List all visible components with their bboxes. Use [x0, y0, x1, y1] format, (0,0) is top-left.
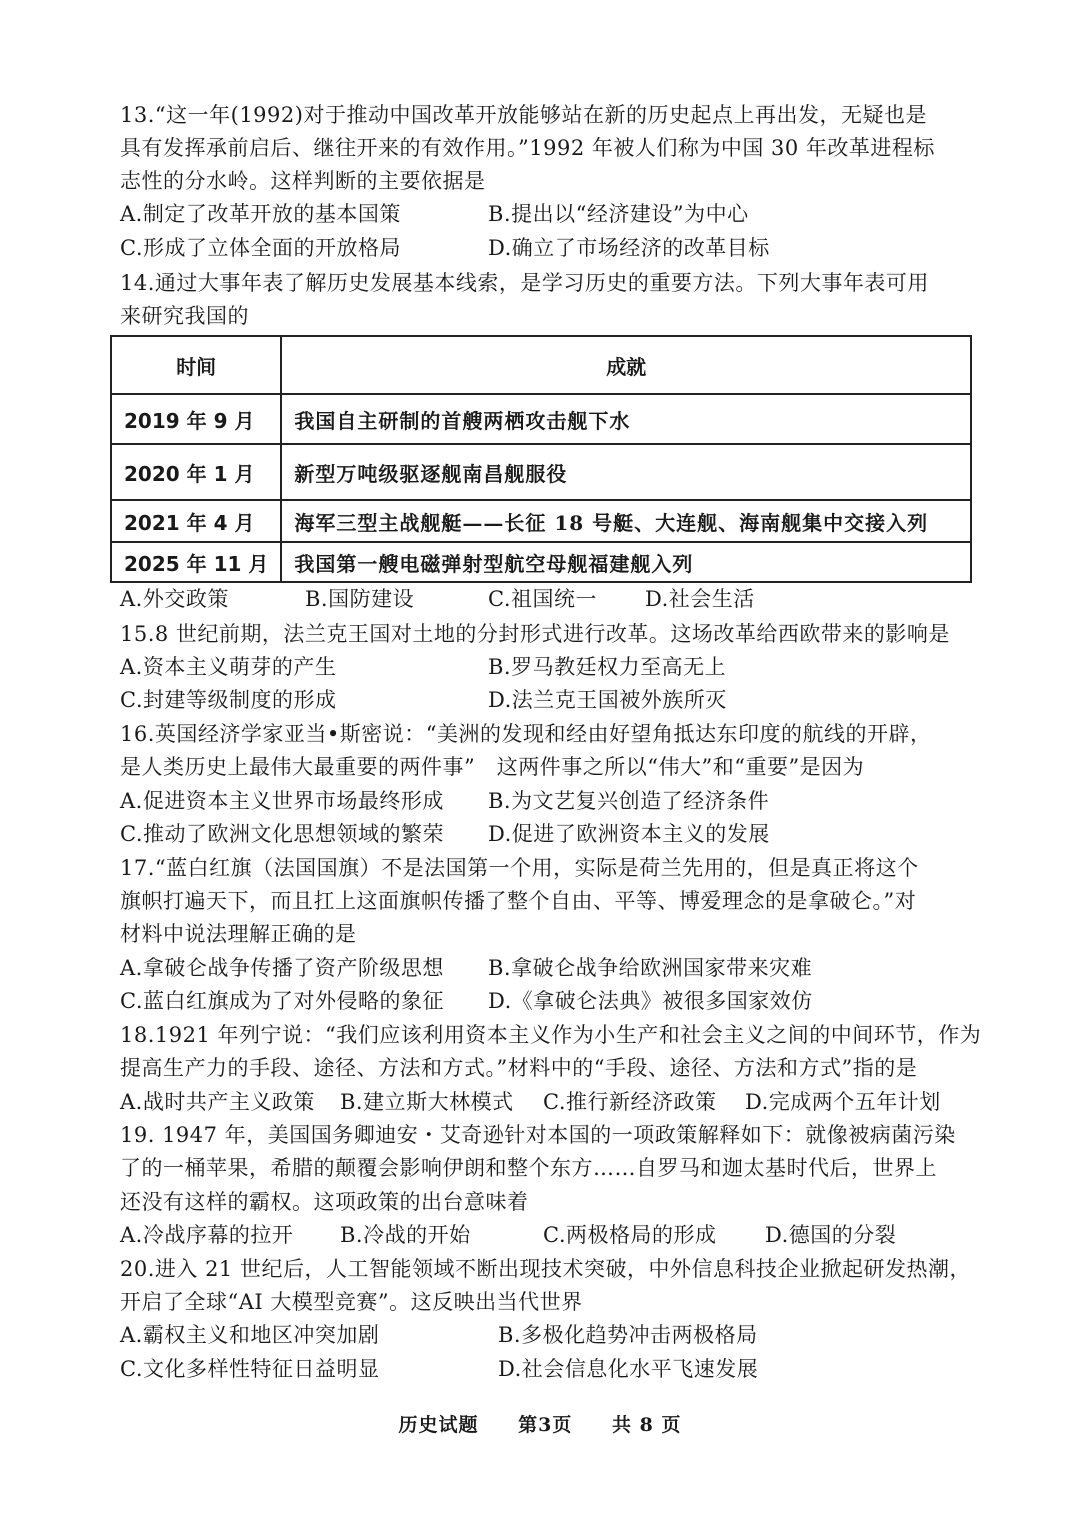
- page-footer: [0, 1410, 1080, 1437]
- question-19-option-d: D.德国的分裂: [765, 1223, 897, 1247]
- question-15-text-line-1: 15.8 世纪前期，法兰克王国对土地的分封形式进行改革。这场改革给西欧带来的影响是: [120, 622, 950, 646]
- question-13-text-line-2: 具有发挥承前启后、继往开来的有效作用。”1992 年被人们称为中国 30 年改革进程标: [120, 136, 935, 160]
- question-20-text-line-1: 20.进入 21 世纪后，人工智能领域不断出现技术突破，中外信息科技企业掀起研发热潮，: [120, 1257, 971, 1281]
- question-18-option-a: A.战时共产主义政策: [120, 1090, 315, 1114]
- table-header-row: [111, 336, 971, 394]
- question-18-text-line-2: 提高生产力的手段、途径、方法和方式。”材料中的“手段、途径、方法和方式”指的是: [120, 1056, 918, 1080]
- question-16-option-d: D.促进了欧洲资本主义的发展: [488, 822, 770, 846]
- table-cell-achievement: 我国自主研制的首艘两栖攻击舰下水: [281, 394, 971, 444]
- question-19-option-b: B.冷战的开始: [340, 1223, 471, 1247]
- question-16-text-line-1: 16.英国经济学家亚当•斯密说：“美洲的发现和经由好望角抵达东印度的航线的开辟，: [120, 722, 932, 746]
- question-13-text-line-3: 志性的分水岭。这样判断的主要依据是: [120, 169, 486, 193]
- footer-subject: 历史试题: [398, 1414, 479, 1436]
- table-cell-date: 2019 年 9 月: [111, 394, 281, 444]
- footer-page-number: 第3页: [518, 1414, 573, 1436]
- table-row: [111, 542, 971, 582]
- table-header-achievement: 成就: [281, 336, 971, 394]
- table-row: [111, 394, 971, 444]
- events-timeline-table: [110, 335, 972, 583]
- question-18-option-b: B.建立斯大林模式: [340, 1090, 514, 1114]
- question-18-text-line-1: 18.1921 年列宁说：“我们应该利用资本主义作为小生产和社会主义之间的中间环节，作为: [120, 1023, 982, 1047]
- table-header-time: 时间: [111, 336, 281, 394]
- question-14-option-b: B.国防建设: [305, 587, 415, 611]
- question-14-option-d: D.社会生活: [645, 587, 755, 611]
- table-row: [111, 444, 971, 500]
- question-17-text-line-1: 17.“蓝白红旗（法国国旗）不是法国第一个用，实际是荷兰先用的，但是真正将这个: [120, 856, 919, 880]
- question-15-option-d: D.法兰克王国被外族所灭: [488, 688, 727, 712]
- table-cell-achievement: 新型万吨级驱逐舰南昌舰服役: [281, 444, 971, 500]
- question-18-option-d: D.完成两个五年计划: [745, 1090, 941, 1114]
- question-13-option-b: B.提出以“经济建设”为中心: [488, 202, 749, 226]
- question-17-option-a: A.拿破仑战争传播了资产阶级思想: [120, 956, 444, 980]
- table-cell-achievement: 我国第一艘电磁弹射型航空母舰福建舰入列: [281, 542, 971, 582]
- question-19-text-line-3: 还没有这样的霸权。这项政策的出台意味着: [120, 1190, 529, 1214]
- question-19-text-line-1: 19. 1947 年，美国国务卿迪安・艾奇逊针对本国的一项政策解释如下：就像被病菌污染: [120, 1123, 956, 1147]
- question-15-option-a: A.资本主义萌芽的产生: [120, 655, 337, 679]
- table-cell-date: 2025 年 11 月: [111, 542, 281, 582]
- question-14-text-line-1: 14.通过大事年表了解历史发展基本线索，是学习历史的重要方法。下列大事年表可用: [120, 271, 929, 295]
- question-14-text-line-2: 来研究我国的: [120, 304, 249, 328]
- question-13-option-c: C.形成了立体全面的开放格局: [120, 236, 401, 260]
- question-14-option-c: C.祖国统一: [488, 587, 597, 611]
- table-row: [111, 500, 971, 542]
- question-17-option-d: D.《拿破仑法典》被很多国家效仿: [488, 989, 813, 1013]
- question-19-text-line-2: 了的一桶苹果，希腊的颠覆会影响伊朗和整个东方……自罗马和迦太基时代后，世界上: [120, 1156, 937, 1180]
- question-19-option-c: C.两极格局的形成: [543, 1223, 717, 1247]
- question-17-option-b: B.拿破仑战争给欧洲国家带来灾难: [488, 956, 813, 980]
- question-13-text-line-1: 13.“这一年(1992)对于推动中国改革开放能够站在新的历史起点上再出发，无疑也是: [120, 103, 927, 127]
- question-17-text-line-2: 旗帜打遍天下，而且扛上这面旗帜传播了整个自由、平等、博爱理念的是拿破仑。”对: [120, 889, 917, 913]
- question-20-text-line-2: 开启了全球“AI 大模型竞赛”。这反映出当代世界: [120, 1290, 583, 1314]
- question-14-option-a: A.外交政策: [120, 587, 229, 611]
- question-15-option-c: C.封建等级制度的形成: [120, 688, 337, 712]
- question-15-option-b: B.罗马教廷权力至高无上: [488, 655, 727, 679]
- table-cell-date: 2020 年 1 月: [111, 444, 281, 500]
- question-17-option-c: C.蓝白红旗成为了对外侵略的象征: [120, 989, 444, 1013]
- question-16-option-a: A.促进资本主义世界市场最终形成: [120, 789, 444, 813]
- question-18-option-c: C.推行新经济政策: [543, 1090, 717, 1114]
- question-16-option-c: C.推动了欧洲文化思想领域的繁荣: [120, 822, 444, 846]
- question-19-option-a: A.冷战序幕的拉开: [120, 1223, 294, 1247]
- question-16-text-line-2: 是人类历史上最伟大最重要的两件事” 这两件事之所以“伟大”和“重要”是因为: [120, 755, 865, 779]
- question-13-option-d: D.确立了市场经济的改革目标: [488, 236, 770, 260]
- question-16-option-b: B.为文艺复兴创造了经济条件: [488, 789, 770, 813]
- table-cell-date: 2021 年 4 月: [111, 500, 281, 542]
- question-20-option-d: D.社会信息化水平飞速发展: [498, 1357, 759, 1381]
- question-20-option-c: C.文化多样性特征日益明显: [120, 1357, 380, 1381]
- question-20-option-a: A.霸权主义和地区冲突加剧: [120, 1323, 380, 1347]
- question-13-option-a: A.制定了改革开放的基本国策: [120, 202, 401, 226]
- footer-total-pages: 共 8 页: [612, 1414, 682, 1436]
- table-cell-achievement: 海军三型主战舰艇——长征 18 号艇、大连舰、海南舰集中交接入列: [281, 500, 971, 542]
- question-20-option-b: B.多极化趋势冲击两极格局: [498, 1323, 758, 1347]
- question-17-text-line-3: 材料中说法理解正确的是: [120, 922, 357, 946]
